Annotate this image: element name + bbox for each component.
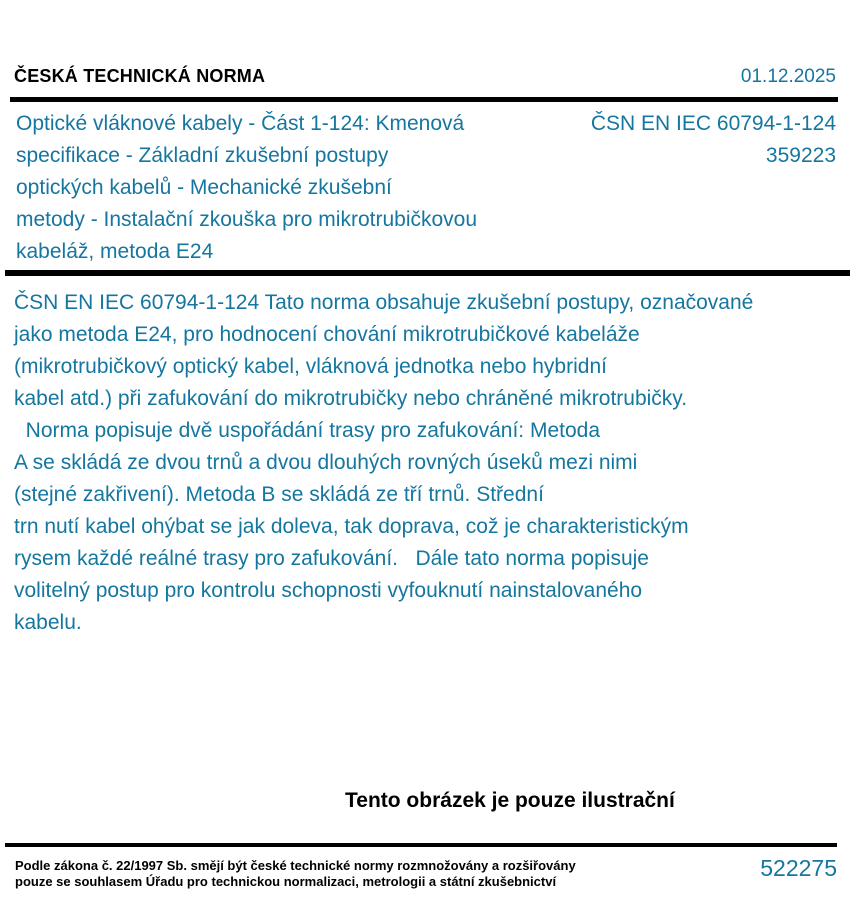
standard-title-line: optických kabelů - Mechanické zkušební	[16, 176, 392, 199]
copyright-notice-line: pouze se souhlasem Úřadu pro technickou normalizaci, metrologii a státní zkušebnictví	[15, 874, 557, 889]
standard-title-line: kabeláž, metoda E24	[16, 240, 214, 263]
footer-rule	[5, 843, 837, 847]
abstract	[14, 287, 753, 639]
abstract-line: ČSN EN IEC 60794-1-124 Tato norma obsahuje zkušební postupy, označované	[14, 291, 754, 314]
abstract-line: volitelný postup pro kontrolu schopnosti vyfouknutí nainstalovaného	[14, 579, 643, 602]
copyright-notice-line: Podle zákona č. 22/1997 Sb. smějí být české technické normy rozmnožovány a rozšiřovány	[15, 858, 576, 873]
standard-title	[16, 108, 477, 268]
abstract-line: A se skládá ze dvou trnů a dvou dlouhých rovných úseků mezi nimi	[14, 451, 638, 474]
abstract-line: (stejné zakřivení). Metoda B se skládá ze tří trnů. Střední	[14, 483, 544, 506]
abstract-line: kabel atd.) při zafukování do mikrotrubičky nebo chráněné mikrotrubičky.	[14, 387, 688, 410]
illustration-caption: Tento obrázek je pouze ilustrační	[345, 789, 675, 812]
issue-date: 01.12.2025	[740, 66, 836, 87]
abstract-line: rysem každé reálné trasy pro zafukování. Dále tato norma popisuje	[14, 547, 649, 570]
abstract-line: trn nutí kabel ohýbat se jak doleva, tak doprava, což je charakteristickým	[14, 515, 689, 538]
abstract-line: (mikrotrubičkový optický kabel, vláknová jednotka nebo hybridní	[14, 355, 607, 378]
standard-title-line: Optické vláknové kabely - Část 1-124: Kmenová	[16, 112, 465, 135]
standard-class-number: 359223	[765, 144, 836, 167]
abstract-line: kabelu.	[14, 611, 82, 634]
title-rule	[5, 270, 850, 276]
header-title: ČESKÁ TECHNICKÁ NORMA	[14, 66, 266, 86]
catalog-number: 522275	[760, 855, 837, 881]
abstract-line: Norma popisuje dvě uspořádání trasy pro zafukování: Metoda	[14, 419, 600, 442]
abstract-line: jako metoda E24, pro hodnocení chování mikrotrubičkové kabeláže	[14, 323, 640, 346]
page-header	[14, 66, 836, 88]
standard-title-line: specifikace - Základní zkušební postupy	[16, 144, 389, 167]
standard-title-line: metody - Instalační zkouška pro mikrotrubičkovou	[16, 208, 478, 231]
header-rule	[10, 97, 838, 102]
standard-reference	[591, 108, 836, 172]
standard-designation: ČSN EN IEC 60794-1-124	[590, 112, 836, 135]
copyright-notice	[15, 858, 576, 890]
